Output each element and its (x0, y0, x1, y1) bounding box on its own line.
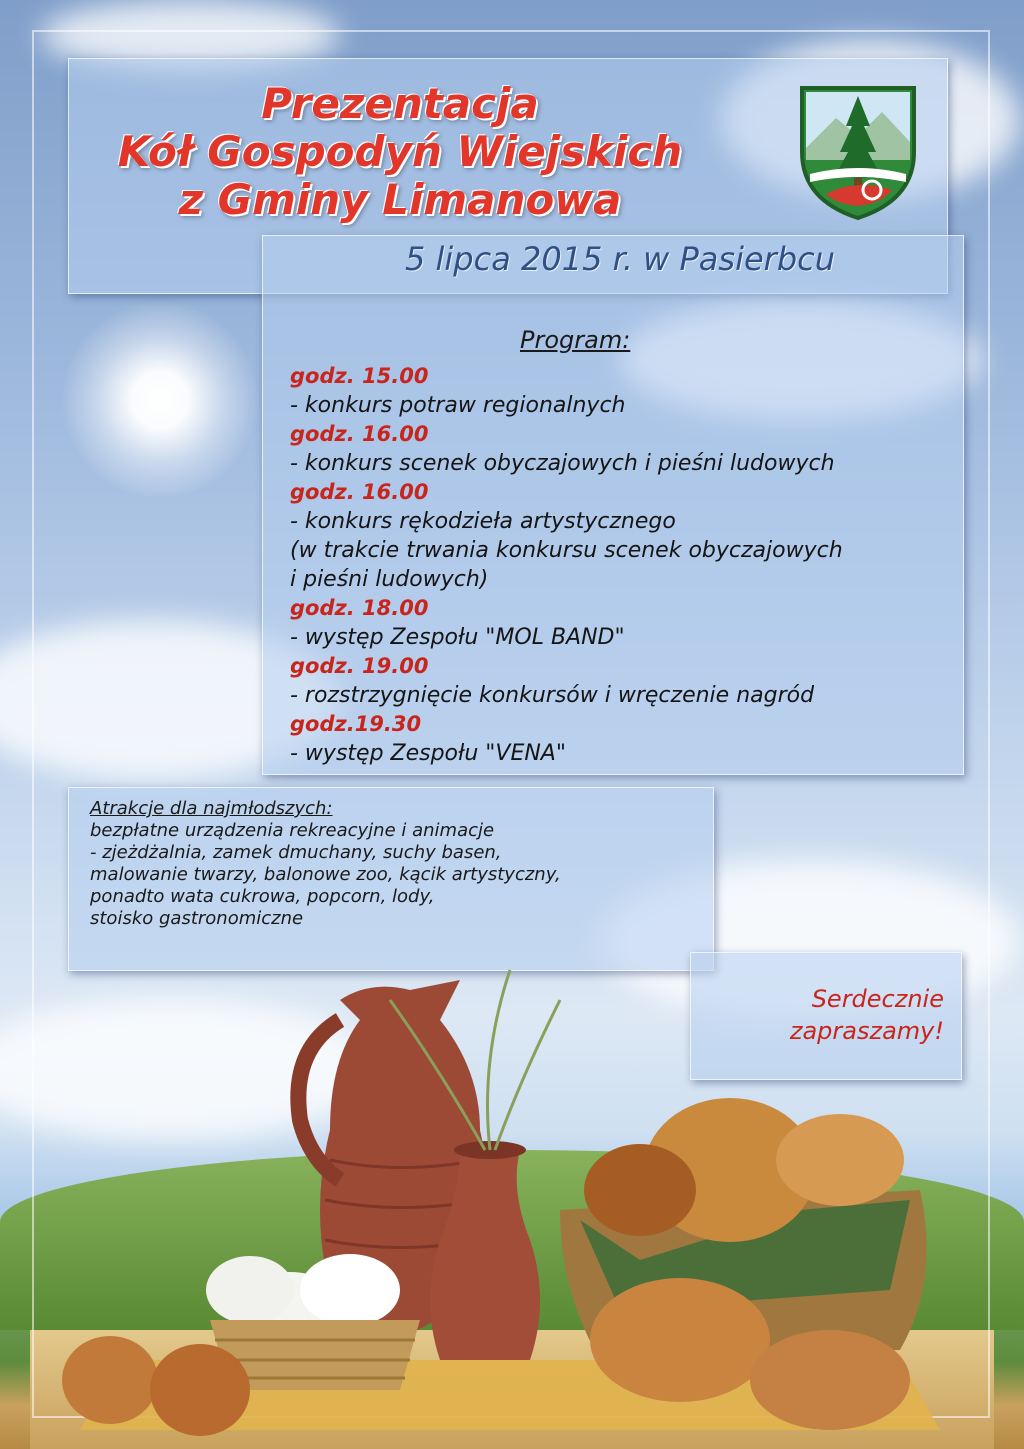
municipal-crest-icon (796, 82, 920, 222)
program-desc: - konkurs scenek obyczajowych i pieśni ludowych (290, 451, 835, 476)
attractions-line: - zjeżdżalnia, zamek dmuchany, suchy basen, (90, 842, 502, 863)
program-desc: - występ Zespołu "MOL BAND" (290, 625, 625, 650)
attractions-text (90, 798, 710, 930)
program-item (290, 478, 962, 594)
event-date: 5 lipca 2015 r. w Pasierbcu (404, 240, 835, 278)
program-desc: - konkurs potraw regionalnych (290, 393, 626, 418)
title-line: Kół Gospodyń Wiejskich (117, 127, 683, 176)
poster-title (90, 80, 710, 224)
program-desc: - konkurs rękodzieła artystycznego (290, 509, 676, 534)
program-time: godz. 16.00 (290, 480, 429, 504)
program-desc: - występ Zespołu "VENA" (290, 741, 566, 766)
invitation-line: zapraszamy! (789, 1017, 944, 1045)
attractions-heading: Atrakcje dla najmłodszych: (90, 798, 333, 819)
attractions-line: stoisko gastronomiczne (90, 908, 304, 929)
program-item (290, 362, 962, 420)
title-line: z Gminy Limanowa (178, 175, 622, 224)
program-list (290, 362, 962, 768)
program-desc: i pieśni ludowych) (290, 567, 489, 592)
program-time: godz. 16.00 (290, 422, 429, 446)
attractions-line: malowanie twarzy, balonowe zoo, kącik artystyczny, (90, 864, 561, 885)
program-desc: - rozstrzygnięcie konkursów i wręczenie nagród (290, 683, 815, 708)
program-heading: Program: (520, 326, 631, 354)
still-life-illustration (40, 960, 980, 1440)
attractions-line: ponadto wata cukrowa, popcorn, lody, (90, 886, 435, 907)
program-time: godz.19.30 (290, 712, 422, 736)
program-item (290, 652, 962, 710)
program-item (290, 594, 962, 652)
program-time: godz. 18.00 (290, 596, 429, 620)
bread-basket-icon (560, 1098, 927, 1430)
attractions-line: bezpłatne urządzenia rekreacyjne i animacje (90, 820, 495, 841)
program-time: godz. 15.00 (290, 364, 429, 388)
program-item (290, 420, 962, 478)
program-desc: (w trakcie trwania konkursu scenek obyczajowych (290, 538, 843, 563)
program-time: godz. 19.00 (290, 654, 429, 678)
title-line: Prezentacja (261, 79, 539, 128)
program-item (290, 710, 962, 768)
invitation-line: Serdecznie (811, 985, 944, 1013)
